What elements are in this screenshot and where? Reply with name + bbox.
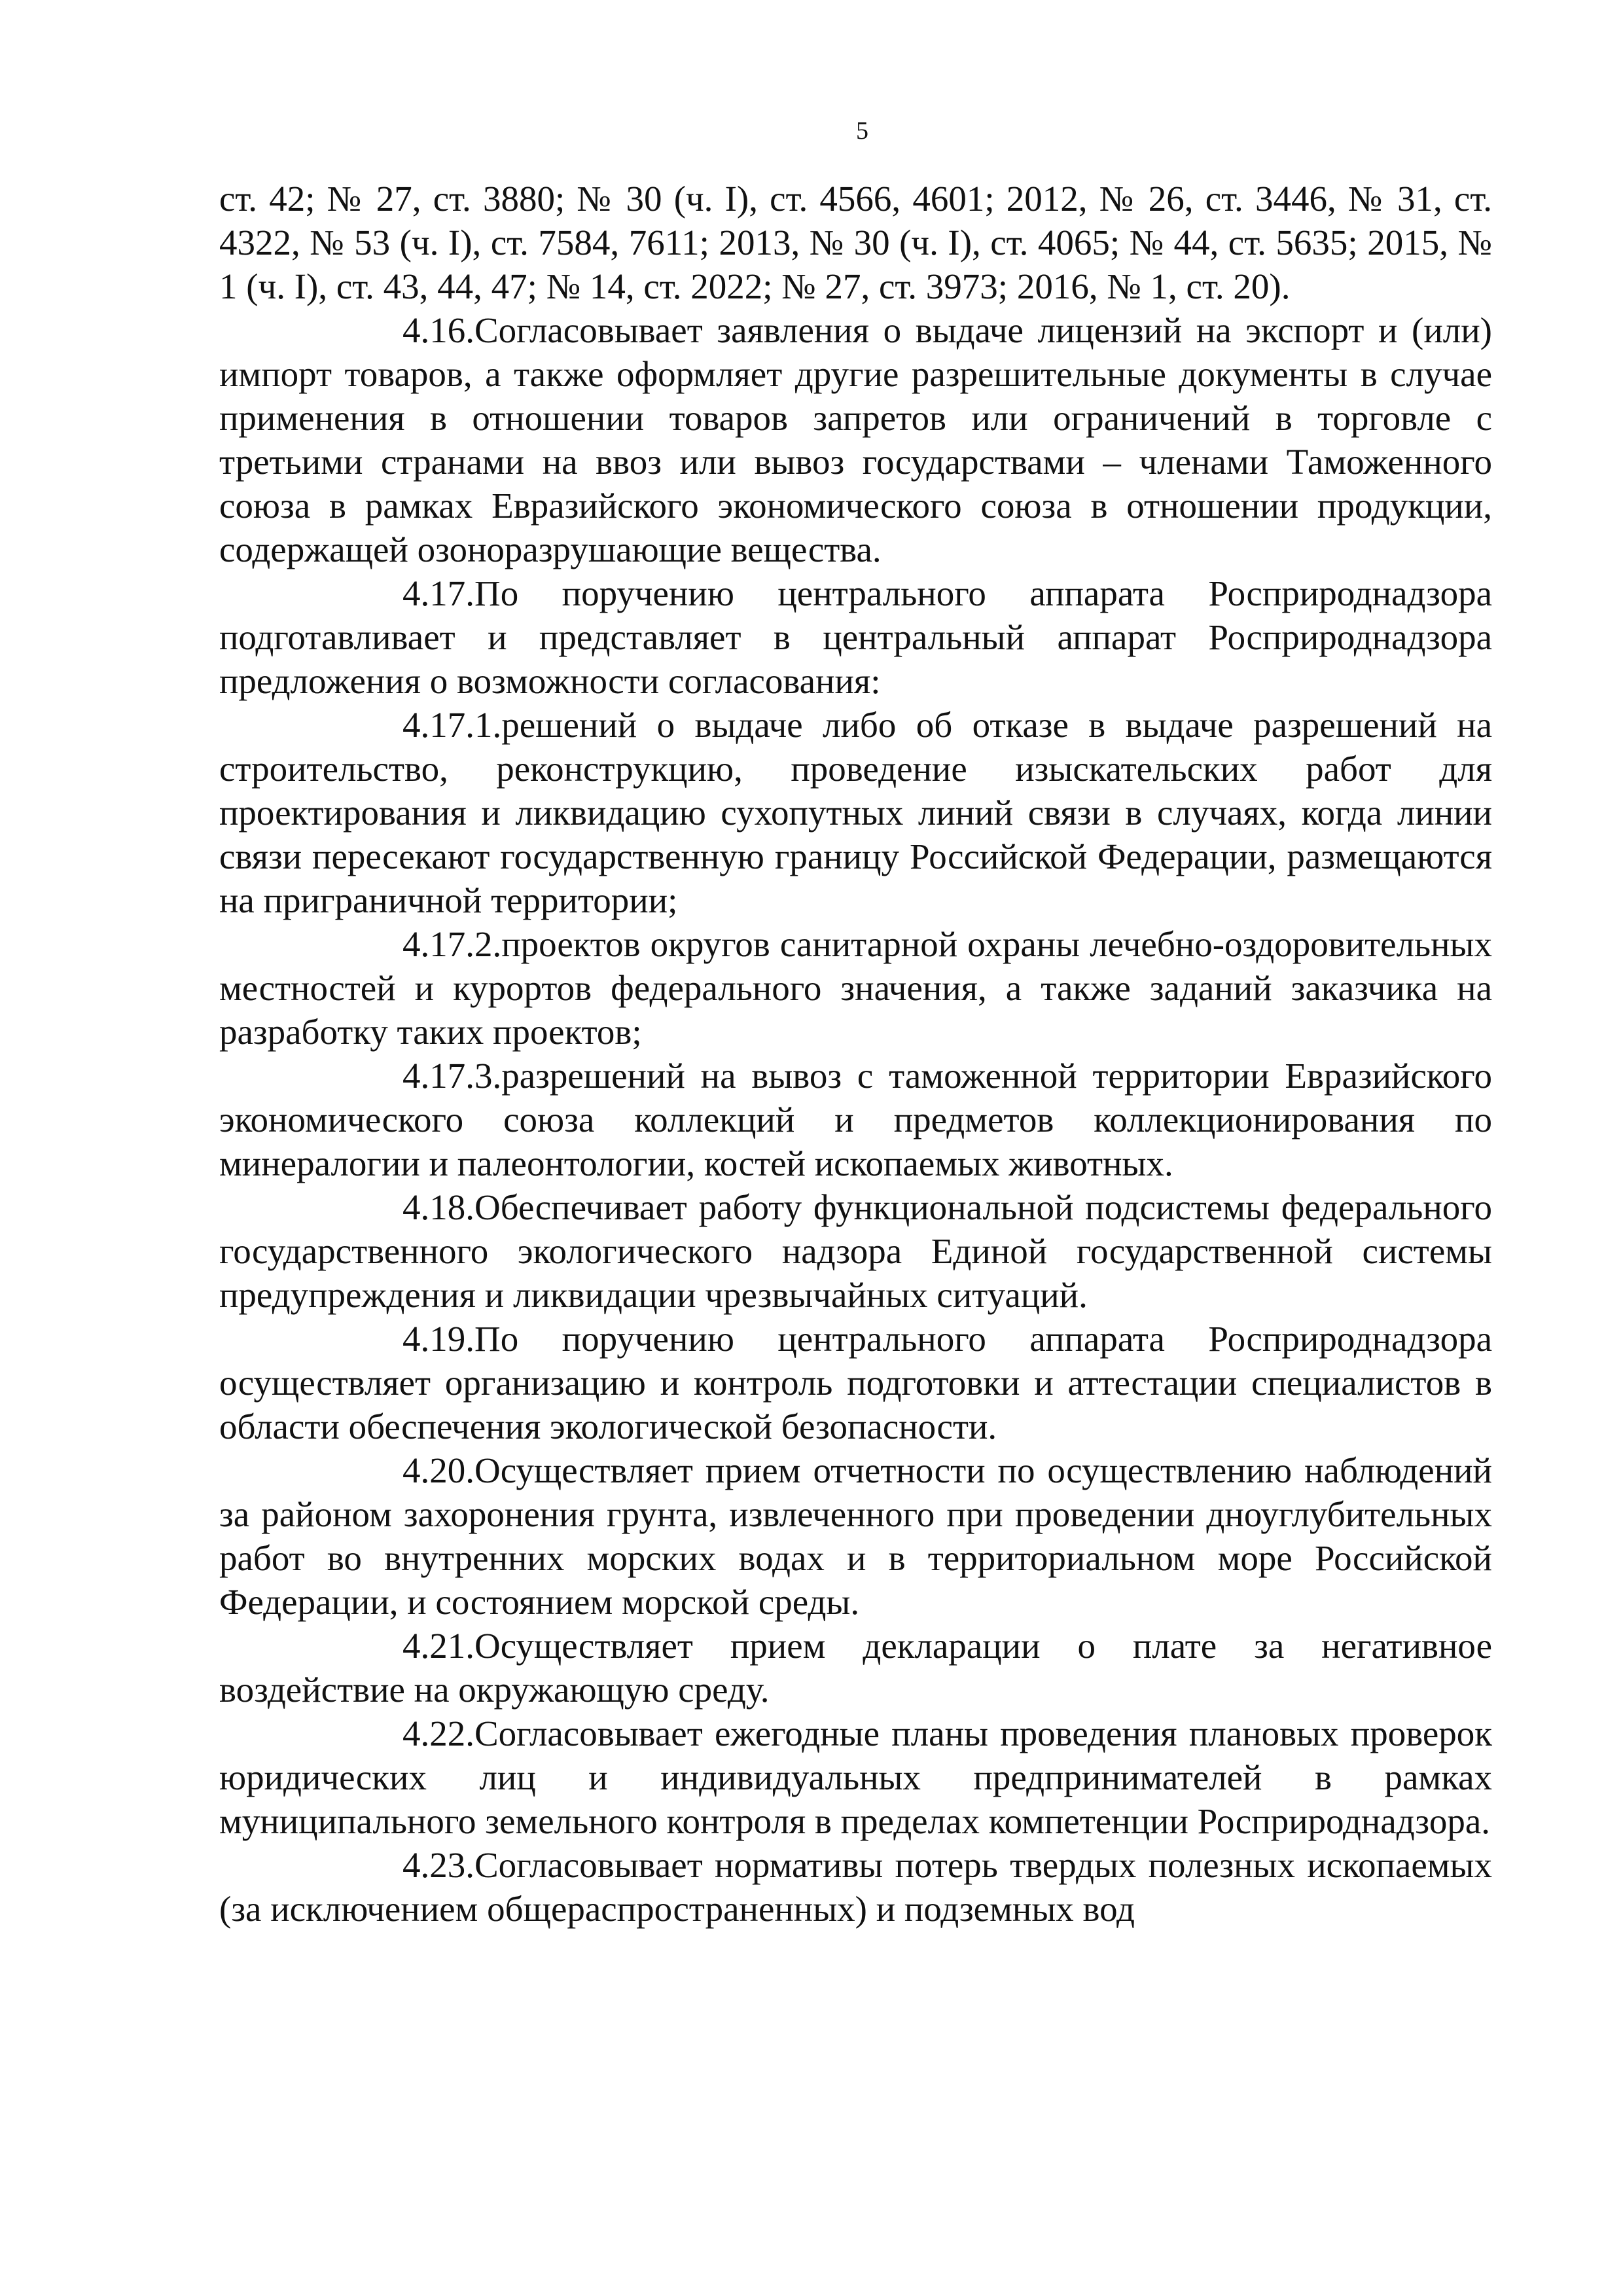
paragraph-text: разрешений на вывоз с таможенной территории Евразийского экономического союза коллекций и предметов коллекционирования по минералогии и палеонтологии, костей ископаемых животных.	[219, 1056, 1492, 1183]
paragraph-number: 4.16.	[402, 310, 474, 350]
paragraph-text: Согласовывает нормативы потерь твердых полезных ископаемых (за исключением общераспространенных) и подземных вод	[219, 1845, 1492, 1929]
paragraph-text: По поручению центрального аппарата Росприроднадзора подготавливает и представляет в центральный аппарат Росприроднадзора предложения о возможности согласования:	[219, 573, 1492, 701]
paragraph-text: решений о выдаче либо об отказе в выдаче разрешений на строительство, реконструкцию, проведение изыскательских работ для проектирования и ликвидацию сухопутных линий связи в случаях, когда линии связи пересекают государственную границу Российской Федерации, размещаются на приграничной территории;	[219, 705, 1492, 920]
paragraph-4-17-1	[219, 703, 1492, 922]
paragraph-number: 4.17.3.	[402, 1056, 502, 1096]
paragraph-number: 4.19.	[402, 1319, 474, 1359]
paragraph-text: проектов округов санитарной охраны лечебно-оздоровительных местностей и курортов федерального значения, а также заданий заказчика на разработку таких проектов;	[219, 924, 1492, 1052]
paragraph-4-17-3	[219, 1054, 1492, 1185]
paragraph-text: Осуществляет прием отчетности по осуществлению наблюдений за районом захоронения грунта, извлеченного при проведении дноуглубительных работ во внутренних морских водах и в территориальном море Российской Федерации, и состоянием морской среды.	[219, 1450, 1492, 1622]
paragraph-text: Осуществляет прием декларации о плате за негативное воздействие на окружающую среду.	[219, 1626, 1492, 1710]
paragraph-number: 4.18.	[402, 1187, 474, 1227]
paragraph-4-17	[219, 571, 1492, 703]
paragraph-4-22	[219, 1712, 1492, 1843]
paragraph-4-23	[219, 1843, 1492, 1931]
paragraph-number: 4.17.1.	[402, 705, 502, 745]
paragraph-4-19	[219, 1317, 1492, 1448]
paragraph-4-17-2	[219, 922, 1492, 1054]
paragraph-number: 4.23.	[402, 1845, 474, 1885]
paragraph-continuation	[219, 177, 1492, 308]
paragraph-text: ст. 42; № 27, ст. 3880; № 30 (ч. I), ст. 4566, 4601; 2012, № 26, ст. 3446, № 31, ст. 4322, № 53 (ч. I), ст. 7584, 7611; 2013, № 30 (ч. I), ст. 4065; № 44, ст. 5635; 2015, № 1 (ч. I), ст. 43, 44, 47; № 14, ст. 2022; № 27, ст. 3973; 2016, № 1, ст. 20).	[219, 179, 1492, 306]
paragraph-number: 4.21.	[402, 1626, 474, 1666]
paragraph-text: Согласовывает ежегодные планы проведения плановых проверок юридических лиц и индивидуальных предпринимателей в рамках муниципального земельного контроля в пределах компетенции Росприроднадзора.	[219, 1713, 1492, 1841]
paragraph-4-18	[219, 1185, 1492, 1317]
paragraph-4-16	[219, 308, 1492, 571]
paragraph-text: Согласовывает заявления о выдаче лицензий на экспорт и (или) импорт товаров, а также оформляет другие разрешительные документы в случае применения в отношении товаров запретов или ограничений в торговле с третьими странами на ввоз или вывоз государствами – членами Таможенного союза в рамках Евразийского экономического союза в отношении продукции, содержащей озоноразрушающие вещества.	[219, 310, 1492, 569]
paragraph-4-20	[219, 1448, 1492, 1624]
page-number: 5	[856, 117, 868, 145]
paragraph-number: 4.17.	[402, 573, 474, 613]
paragraph-number: 4.22.	[402, 1713, 474, 1753]
paragraph-text: По поручению центрального аппарата Росприроднадзора осуществляет организацию и контроль подготовки и аттестации специалистов в области обеспечения экологической безопасности.	[219, 1319, 1492, 1446]
document-body	[219, 177, 1492, 1931]
paragraph-number: 4.20.	[402, 1450, 474, 1490]
paragraph-number: 4.17.2.	[402, 924, 502, 964]
paragraph-4-21	[219, 1624, 1492, 1712]
paragraph-text: Обеспечивает работу функциональной подсистемы федерального государственного экологического надзора Единой государственной системы предупреждения и ликвидации чрезвычайных ситуаций.	[219, 1187, 1492, 1315]
